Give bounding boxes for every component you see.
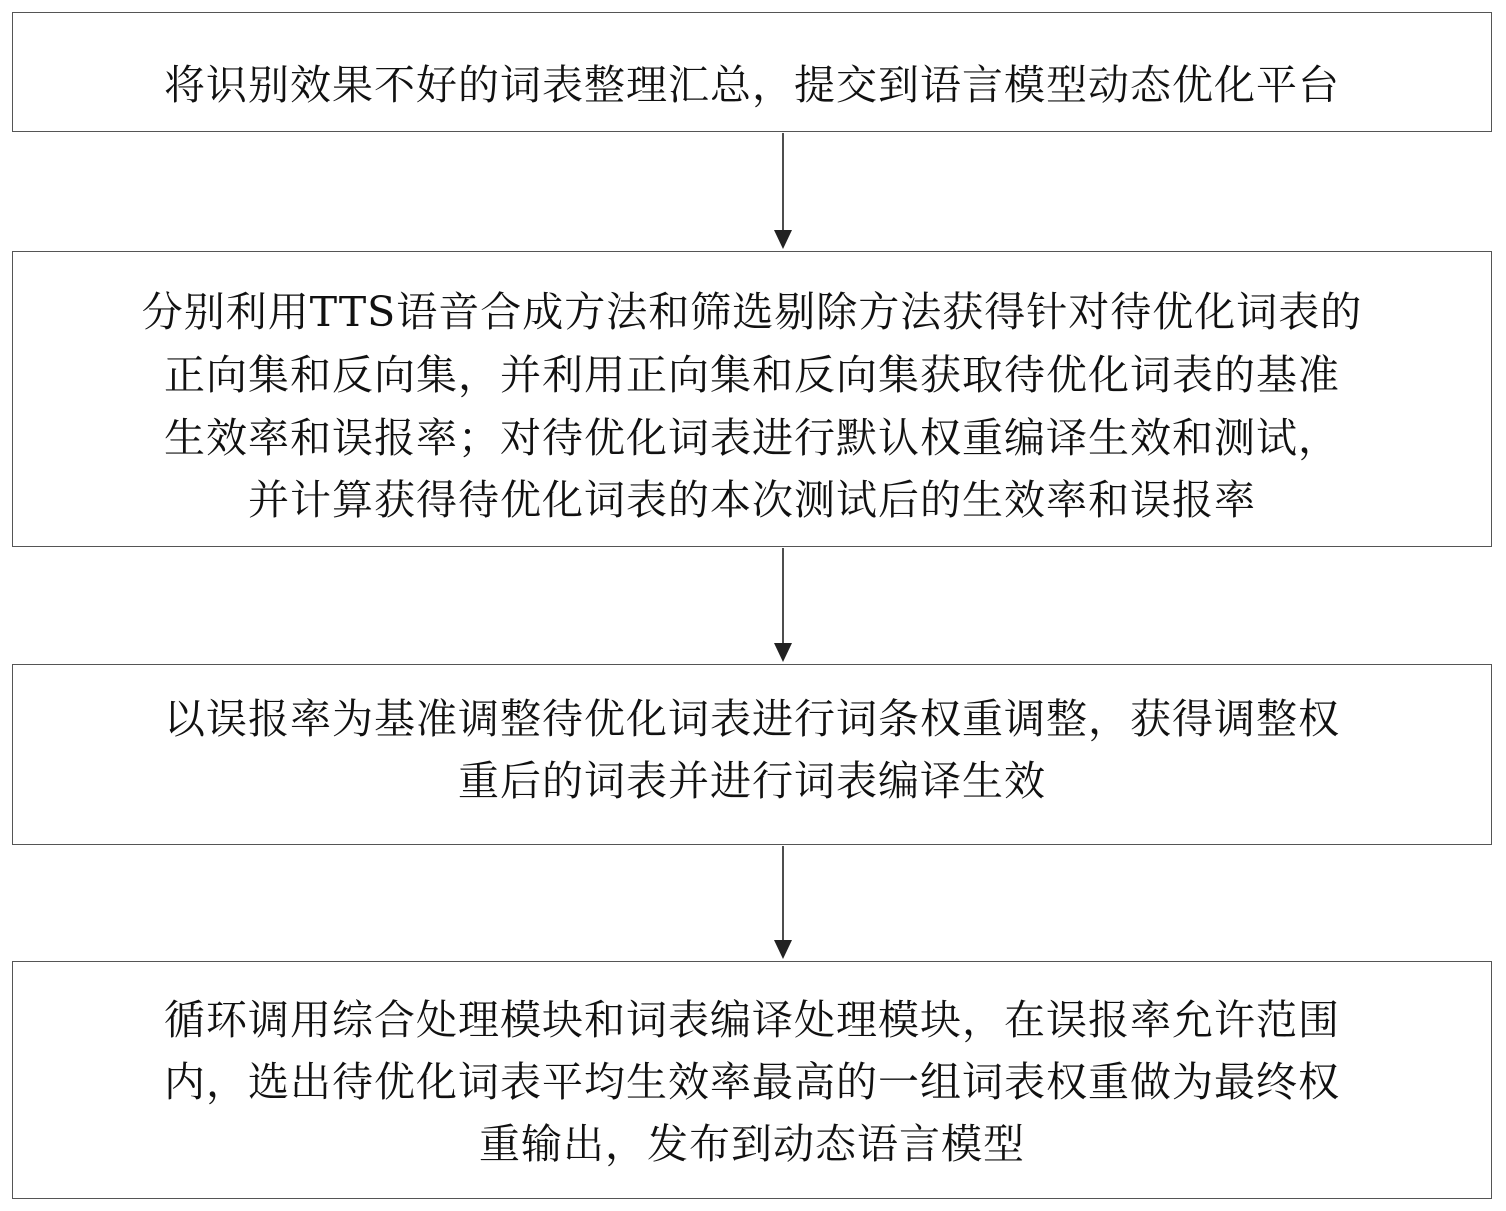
flow-step-2-line-4: 并计算获得待优化词表的本次测试后的生效率和误报率 bbox=[248, 476, 1256, 524]
flow-step-3 bbox=[12, 664, 1492, 845]
flow-step-3-line-2: 重后的词表并进行词表编译生效 bbox=[458, 757, 1046, 805]
flow-step-4 bbox=[12, 961, 1492, 1199]
flow-step-2 bbox=[12, 251, 1492, 547]
arrow-2-to-3 bbox=[774, 548, 792, 662]
flow-step-1 bbox=[12, 12, 1492, 132]
arrow-3-to-4 bbox=[774, 846, 792, 959]
flow-step-2-line-2: 正向集和反向集，并利用正向集和反向集获取待优化词表的基准 bbox=[164, 351, 1340, 399]
flow-step-4-line-2: 内，选出待优化词表平均生效率最高的一组词表权重做为最终权 bbox=[164, 1058, 1340, 1106]
flow-step-4-line-3: 重输出，发布到动态语言模型 bbox=[479, 1120, 1025, 1168]
flow-step-3-line-1: 以误报率为基准调整待优化词表进行词条权重调整，获得调整权 bbox=[164, 695, 1340, 743]
flow-step-1-line-1: 将识别效果不好的词表整理汇总，提交到语言模型动态优化平台 bbox=[164, 61, 1340, 109]
flow-step-2-line-1: 分别利用TTS语音合成方法和筛选剔除方法获得针对待优化词表的 bbox=[141, 288, 1363, 336]
flow-step-2-line-3: 生效率和误报率；对待优化词表进行默认权重编译生效和测试， bbox=[164, 414, 1340, 462]
arrow-1-to-2 bbox=[774, 133, 792, 249]
flow-step-4-line-1: 循环调用综合处理模块和词表编译处理模块，在误报率允许范围 bbox=[164, 996, 1340, 1044]
